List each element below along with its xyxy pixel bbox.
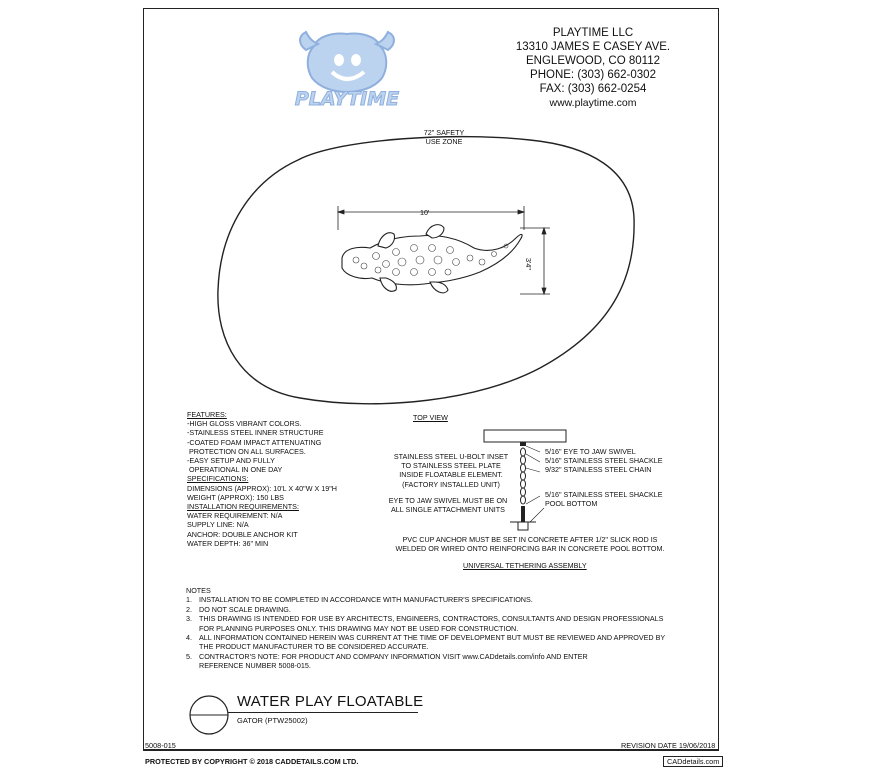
company-fax: FAX: (303) 662-0254 xyxy=(539,83,647,95)
note-item: 1. INSTALLATION TO BE COMPLETED IN ACCORDANCE WITH MANUFACTURER'S SPECIFICATIONS. xyxy=(186,595,533,605)
note-item: 4. ALL INFORMATION CONTAINED HEREIN WAS CURRENT AT THE TIME OF DEVELOPMENT BUT MUST BE REVIEWED AND APPROVED BY xyxy=(186,633,666,643)
swivel-requirement-label: EYE TO JAW SWIVEL MUST BE ON ALL SINGLE ATTACHMENT UNITS xyxy=(388,496,508,515)
features-item: PROTECTION ON ALL SURFACES. xyxy=(187,446,306,456)
specifications-heading: SPECIFICATIONS: xyxy=(187,474,249,484)
note-item: 5. CONTRACTOR'S NOTE: FOR PRODUCT AND COMPANY INFORMATION VISIT www.CADdetails.com/info AND ENTER xyxy=(186,651,588,661)
company-address2: ENGLEWOOD, CO 80112 xyxy=(526,55,660,67)
install-item: WATER DEPTH: 36" MIN xyxy=(187,538,269,548)
caddetails-brand: CADdetails.com xyxy=(663,756,723,767)
features-item: -HIGH GLOSS VIBRANT COLORS. xyxy=(187,419,302,429)
features-block xyxy=(187,410,337,548)
safety-zone-label: 72" SAFETY USE ZONE xyxy=(423,128,465,147)
logo-face-icon xyxy=(300,32,394,92)
playtime-logo xyxy=(284,28,410,110)
company-info xyxy=(503,26,683,110)
revision-date: REVISION DATE 19/06/2018 xyxy=(621,741,716,750)
tether-parts-labels: 5/16" EYE TO JAW SWIVEL 5/16" STAINLESS STEEL SHACKLE 9/32" STAINLESS STEEL CHAIN xyxy=(545,447,663,475)
notes-block: NOTES 1. INSTALLATION TO BE COMPLETED IN ACCORDANCE WITH MANUFACTURER'S SPECIFICATIONS. 2. DO NOT SCALE DRAWING. 3. THIS DRAWING IS INTENDED FOR USE BY ARCHITECTS, ENGINEERS, CONTRACTORS, CONSULTANTS AND DESIGN PROFESSIONALS FOR PLANNING PURPOSES ONLY. THIS DRAWING MAY NOT BE USED FOR CONSTRUCTION. 4. ALL INFORMATION CONTAINED HEREIN WAS CURRENT AT THE TIME OF DEVELOPMENT BUT MUST BE REVIEWED AND APPROVED BY THE PRODUCT MANUFACTURER TO BE CONSIDERED ACCURATE. 5. CONTRACTOR'S NOTE: FOR PRODUCT AND COMPANY INFORMATION VISIT www.CADdetails.com/info AND ENTER REFERENCE NUMBER 5008-015. xyxy=(186,586,666,671)
reference-number: 5008-015 xyxy=(145,741,176,750)
note-item: 3. THIS DRAWING IS INTENDED FOR USE BY ARCHITECTS, ENGINEERS, CONTRACTORS, CONSULTANTS AND DESIGN PROFESSIONALS xyxy=(186,614,664,624)
top-view-drawing xyxy=(180,130,660,420)
notes-heading: NOTES xyxy=(186,586,211,595)
drawing-subtitle: GATOR (PTW25002) xyxy=(237,716,308,725)
features-item: -COATED FOAM IMPACT ATTENUATING xyxy=(187,437,322,447)
title-underline xyxy=(228,712,418,713)
gator-floatable-outline xyxy=(342,225,522,293)
spec-item: DIMENSIONS (APPROX): 10'L X 40"W X 19"H xyxy=(187,483,337,493)
company-web: www.playtime.com xyxy=(549,97,637,109)
company-address1: 13310 JAMES E CASEY AVE. xyxy=(515,41,671,53)
copyright-notice: PROTECTED BY COPYRIGHT © 2018 CADDETAILS.COM LTD. xyxy=(145,757,359,766)
footer-divider xyxy=(143,750,719,751)
features-item: -EASY SETUP AND FULLY xyxy=(187,456,275,466)
install-item: ANCHOR: DOUBLE ANCHOR KIT xyxy=(187,529,298,539)
features-heading: FEATURES: xyxy=(187,410,227,419)
anchor-note: PVC CUP ANCHOR MUST BE SET IN CONCRETE AFTER 1/2" SLICK ROD IS WELDED OR WIRED ONTO REINFORCING BAR IN CONCRETE POOL BOTTOM. xyxy=(395,535,665,554)
tether-bottom-labels: 5/16" STAINLESS STEEL SHACKLE POOL BOTTOM xyxy=(545,490,663,509)
features-item: OPERATIONAL IN ONE DAY xyxy=(187,465,283,475)
logo-wordmark: PLAYTIME xyxy=(294,88,400,110)
top-view-label: TOP VIEW xyxy=(413,413,448,422)
drawing-title: WATER PLAY FLOATABLE xyxy=(237,693,424,710)
install-item: WATER REQUIREMENT: N/A xyxy=(187,511,283,521)
features-item: -STAINLESS STEEL INNER STRUCTURE xyxy=(187,428,324,438)
spec-item: WEIGHT (APPROX): 150 LBS xyxy=(187,492,284,502)
tethering-caption: UNIVERSAL TETHERING ASSEMBLY xyxy=(463,561,587,570)
installation-heading: INSTALLATION REQUIREMENTS: xyxy=(187,502,299,512)
company-phone: PHONE: (303) 662-0302 xyxy=(530,69,656,81)
note-item: 2. DO NOT SCALE DRAWING. xyxy=(186,604,291,614)
company-name: PLAYTIME LLC xyxy=(552,27,634,39)
length-dim-label: 10' xyxy=(420,208,430,217)
width-dim-label: 3'4" xyxy=(524,258,533,270)
install-item: SUPPLY LINE: N/A xyxy=(187,520,249,530)
title-circle-icon xyxy=(188,694,230,736)
uboltlabel: STAINLESS STEEL U-BOLT INSET TO STAINLESS STEEL PLATE INSIDE FLOATABLE ELEMENT. (FACTORY INSTALLED UNIT) xyxy=(393,452,509,489)
